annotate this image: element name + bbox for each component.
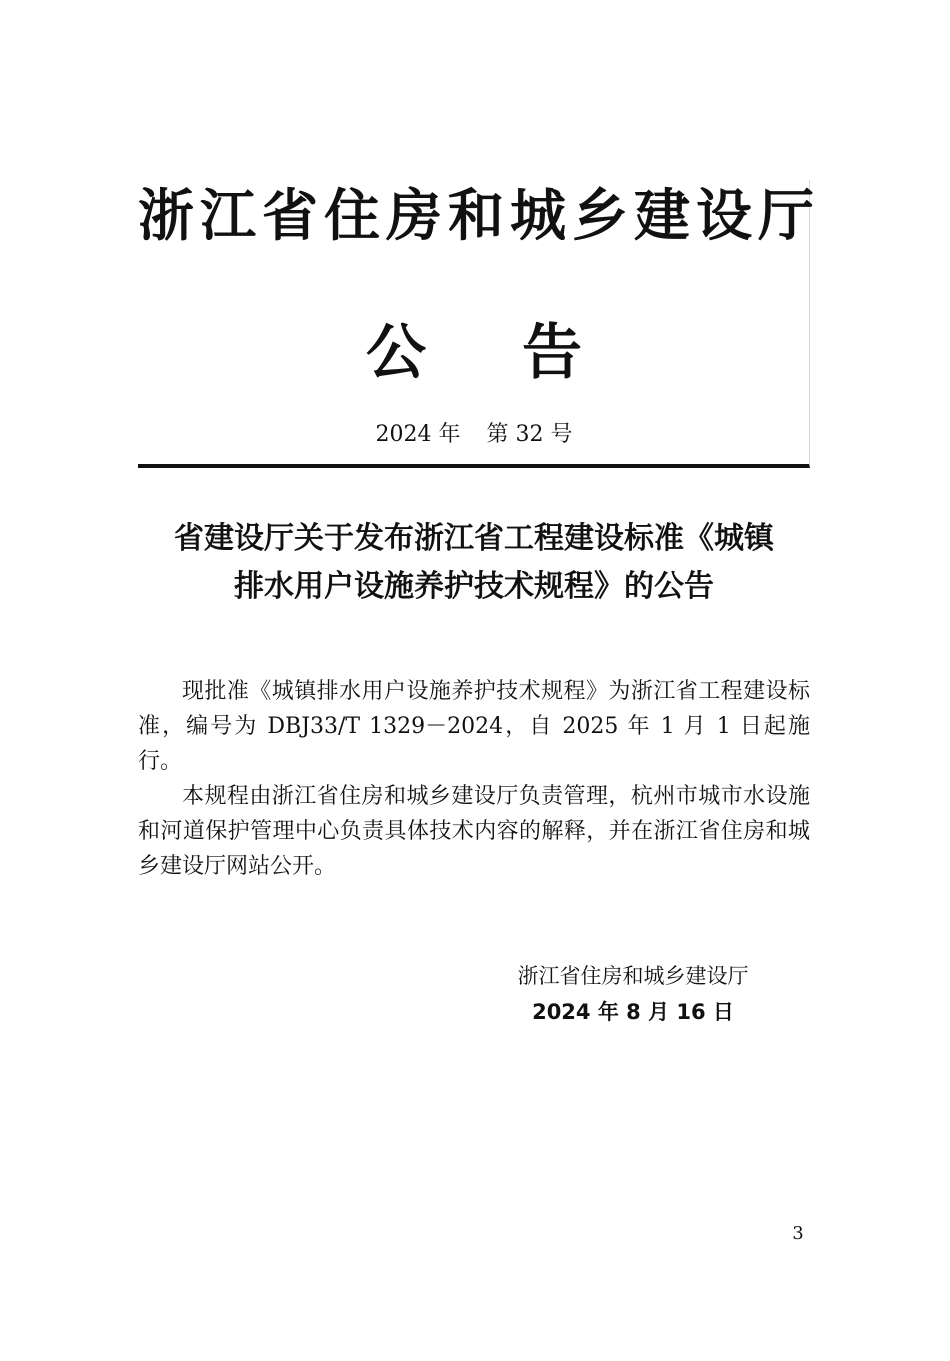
document-number bbox=[138, 420, 810, 450]
body-paragraph-2: 本规程由浙江省住房和城乡建设厅负责管理，杭州市城市水设施和河道保护管理中心负责具体技术内容的解释，并在浙江省住房和城乡建设厅网站公开。 bbox=[138, 784, 810, 879]
body-paragraph-1: 现批准《城镇排水用户设施养护技术规程》为浙江省工程建设标准，编号为 DBJ33/T 1329－2024，自 2025 年 1 月 1 日起施行。 bbox=[138, 679, 810, 774]
signature-date: 2024 年 8 月 16 日 bbox=[532, 1000, 734, 1024]
signature-block bbox=[470, 958, 796, 1030]
signature-organization: 浙江省住房和城乡建设厅 bbox=[517, 964, 749, 988]
page-number: 3 bbox=[792, 1223, 804, 1244]
notice-body bbox=[138, 674, 810, 884]
notice-title-line-1: 省建设厅关于发布浙江省工程建设标准《城镇 bbox=[174, 521, 774, 556]
document-type-title: 公告 bbox=[366, 318, 678, 388]
document-header bbox=[138, 180, 820, 468]
document-year: 2024 年 bbox=[375, 422, 461, 447]
document-serial: 第 32 号 bbox=[486, 422, 573, 447]
issuer-title: 浙江省住房和城乡建设厅 bbox=[138, 184, 820, 249]
notice-title-line-2: 排水用户设施养护技术规程》的公告 bbox=[234, 569, 714, 604]
notice-title bbox=[138, 515, 810, 611]
